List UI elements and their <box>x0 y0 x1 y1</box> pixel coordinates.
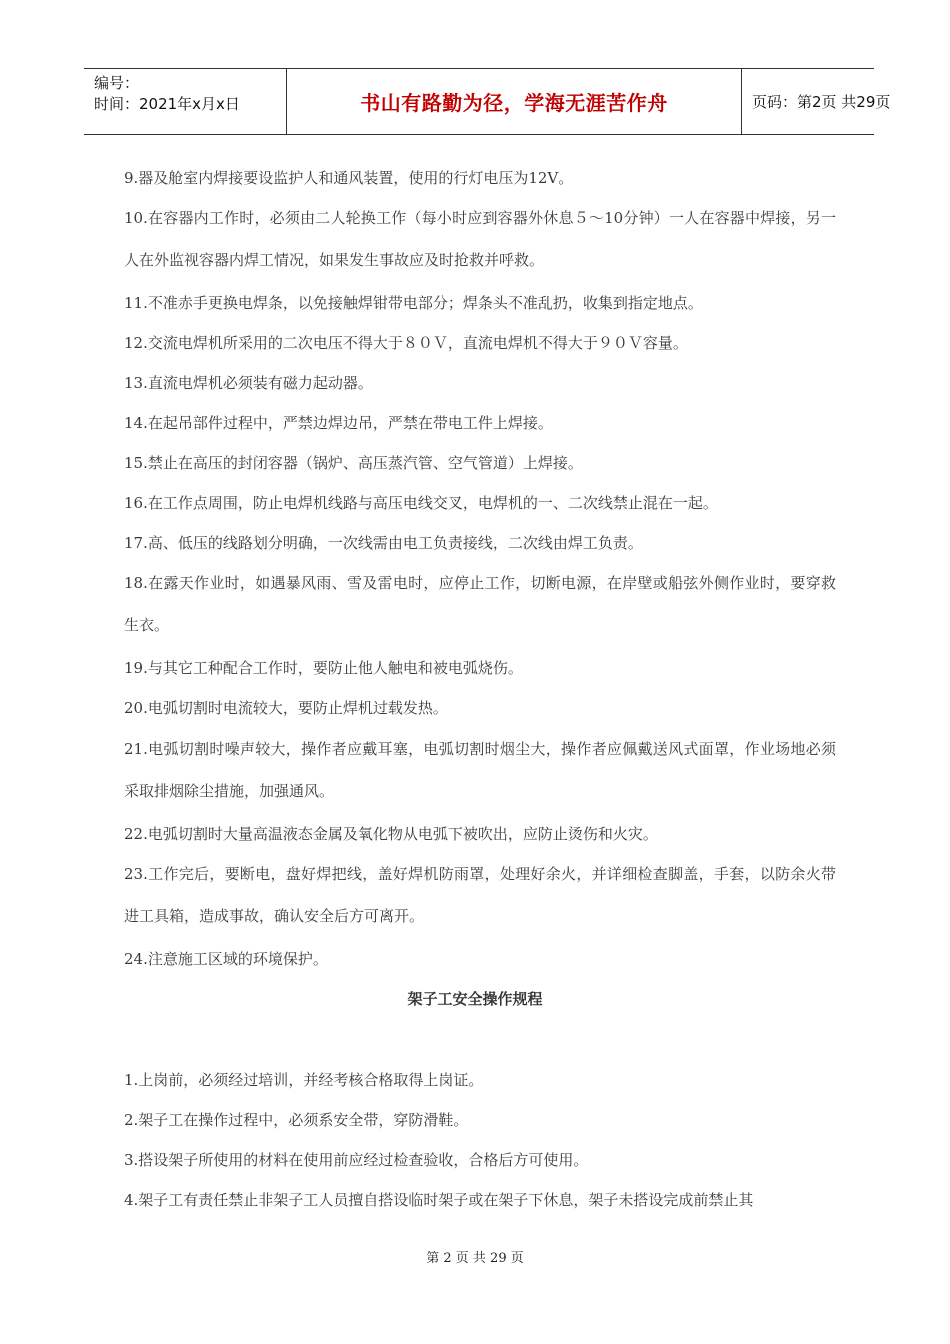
list-item: 23.工作完后，要断电，盘好焊把线，盖好焊机防雨罩，处理好余火，并详细检查脚盖，手套，以防余火带进工具箱，造成事故，确认安全后方可离开。 <box>124 865 836 925</box>
list-item: 17.高、低压的线路划分明确，一次线需由电工负责接线，二次线由焊工负责。 <box>124 534 643 552</box>
list-item: 11.不准赤手更换电焊条，以免接触焊钳带电部分；焊条头不准乱扔，收集到指定地点。 <box>124 294 703 312</box>
motto: 书山有路勤为径，学海无涯苦作舟 <box>360 91 668 115</box>
list-item: 22.电弧切割时大量高温液态金属及氧化物从电弧下被吹出，应防止烫伤和火灾。 <box>124 825 658 843</box>
page-header <box>84 68 891 135</box>
page-footer: 第 2 页 共 29 页 <box>426 1251 524 1266</box>
list-item: 13.直流电焊机必须装有磁力起动器。 <box>124 374 373 392</box>
list-item: 24.注意施工区域的环境保护。 <box>124 950 328 968</box>
list-item: 15.禁止在高压的封闭容器（锅炉、高压蒸汽管、空气管道）上焊接。 <box>124 454 583 472</box>
list-item: 1.上岗前，必须经过培训，并经考核合格取得上岗证。 <box>124 1071 484 1089</box>
list-item: 20.电弧切割时电流较大，要防止焊机过载发热。 <box>124 699 448 717</box>
list-item: 18.在露天作业时，如遇暴风雨、雪及雷电时，应停止工作，切断电源，在岸壁或船弦外侧作业时，要穿救生衣。 <box>124 574 836 634</box>
list-item: 9.器及舱室内焊接要设监护人和通风装置，使用的行灯电压为12V。 <box>124 169 574 187</box>
header-motto-cell <box>286 69 742 134</box>
list-item: 10.在容器内工作时，必须由二人轮换工作（每小时应到容器外休息５～10分钟）一人在容器中焊接，另一人在外监视容器内焊工情况，如果发生事故应及时抢救并呼救。 <box>124 209 836 269</box>
section-title: 架子工安全操作规程 <box>407 990 543 1008</box>
list-item: 19.与其它工种配合工作时，要防止他人触电和被电弧烧伤。 <box>124 659 523 677</box>
code-label: 编号： <box>94 74 140 92</box>
header-page-cell <box>742 69 891 134</box>
list-item: 2.架子工在操作过程中，必须系安全带，穿防滑鞋。 <box>124 1111 469 1129</box>
list-item: 16.在工作点周围，防止电焊机线路与高压电线交叉，电焊机的一、二次线禁止混在一起。 <box>124 494 718 512</box>
list-item: 14.在起吊部件过程中，严禁边焊边吊，严禁在带电工件上焊接。 <box>124 414 553 432</box>
list-item: 3.搭设架子所使用的材料在使用前应经过检查验收，合格后方可使用。 <box>124 1151 589 1169</box>
page-info: 页码：第2页 共29页 <box>752 93 891 111</box>
list-item: 4.架子工有责任禁止非架子工人员擅自搭设临时架子或在架子下休息，架子未搭设完成前禁止其 <box>124 1191 754 1209</box>
list-item: 21.电弧切割时噪声较大，操作者应戴耳塞，电弧切割时烟尘大，操作者应佩戴送风式面罩，作业场地必须采取排烟除尘措施，加强通风。 <box>124 740 836 800</box>
time-label: 时间：2021年x月x日 <box>94 95 240 113</box>
list-item: 12.交流电焊机所采用的二次电压不得大于８０Ｖ，直流电焊机不得大于９０Ｖ容量。 <box>124 334 688 352</box>
header-meta <box>84 69 286 134</box>
